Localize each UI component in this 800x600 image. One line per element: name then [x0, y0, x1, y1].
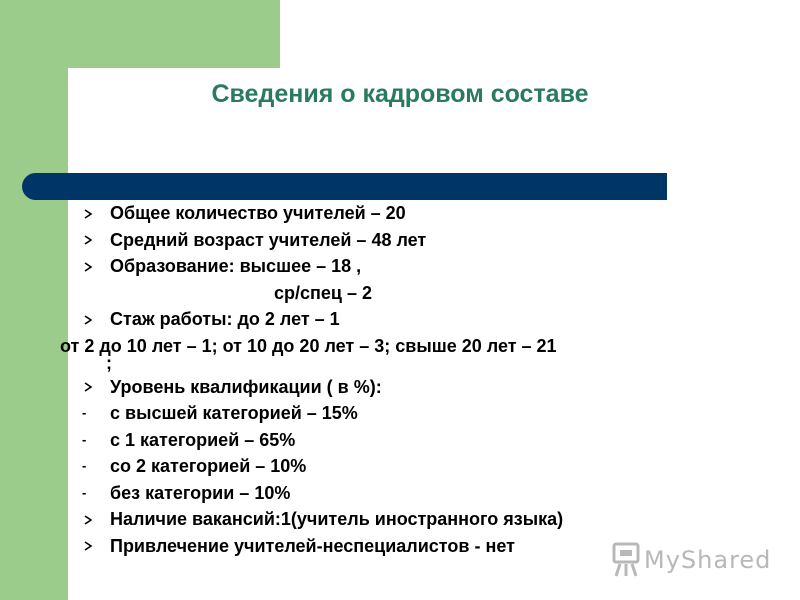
arrow-bullet-icon — [80, 306, 96, 333]
list-item — [60, 427, 750, 454]
background-green-left — [0, 0, 68, 600]
list-item-text: со 2 категорией – 10% — [110, 456, 307, 476]
slide-title: Сведения о кадровом составе — [211, 80, 589, 108]
list-item-continuation — [60, 280, 750, 307]
list-item — [60, 506, 750, 533]
list-item — [60, 480, 750, 507]
arrow-bullet-icon — [80, 506, 96, 533]
list-item-text: Образование: высшее – 18 , — [110, 256, 362, 276]
list-item — [60, 306, 750, 333]
arrow-bullet-icon — [80, 533, 96, 560]
arrow-bullet-icon — [80, 374, 96, 401]
list-item-text-continuation: ; — [106, 352, 112, 373]
list-item-text: Уровень квалификации ( в %): — [110, 376, 382, 397]
list-item-text: Общее количество учителей – 20 — [110, 203, 406, 223]
list-item-text: без категории – 10% — [110, 482, 291, 503]
list-item-text: с высшей категорией – 15% — [110, 403, 358, 423]
dash-bullet: - — [82, 484, 87, 500]
list-item-plain — [60, 333, 750, 374]
dash-bullet: - — [82, 458, 87, 473]
list-item-text: с 1 категорией – 65% — [110, 429, 296, 450]
list-item-text: Привлечение учителей-неспециалистов - нет — [110, 535, 515, 556]
arrow-bullet-icon — [80, 200, 96, 227]
arrow-bullet-icon — [80, 227, 96, 254]
slide-content — [60, 200, 750, 559]
dash-bullet: - — [82, 431, 87, 447]
title-divider-bar — [22, 173, 667, 200]
list-item — [60, 227, 750, 254]
list-item — [60, 453, 750, 480]
list-item — [60, 253, 750, 280]
list-item-text: от 2 до 10 лет – 1; от 10 до 20 лет – 3; свыше 20 лет – 21 — [60, 335, 557, 356]
watermark-text: MyShared — [644, 546, 772, 574]
list-item-text: ср/спец – 2 — [274, 282, 372, 303]
list-item-text: Средний возраст учителей – 48 лет — [110, 229, 427, 250]
watermark-logo-icon — [610, 542, 642, 578]
list-item-text: Наличие вакансий:1(учитель иностранного языка) — [110, 509, 564, 529]
watermark — [610, 540, 770, 580]
list-item-text: Стаж работы: до 2 лет – 1 — [110, 309, 340, 329]
list-item — [60, 400, 750, 427]
list-item — [60, 200, 750, 227]
arrow-bullet-icon — [80, 253, 96, 280]
background-green-top — [68, 0, 280, 68]
dash-bullet: - — [82, 405, 87, 420]
list-item — [60, 374, 750, 401]
